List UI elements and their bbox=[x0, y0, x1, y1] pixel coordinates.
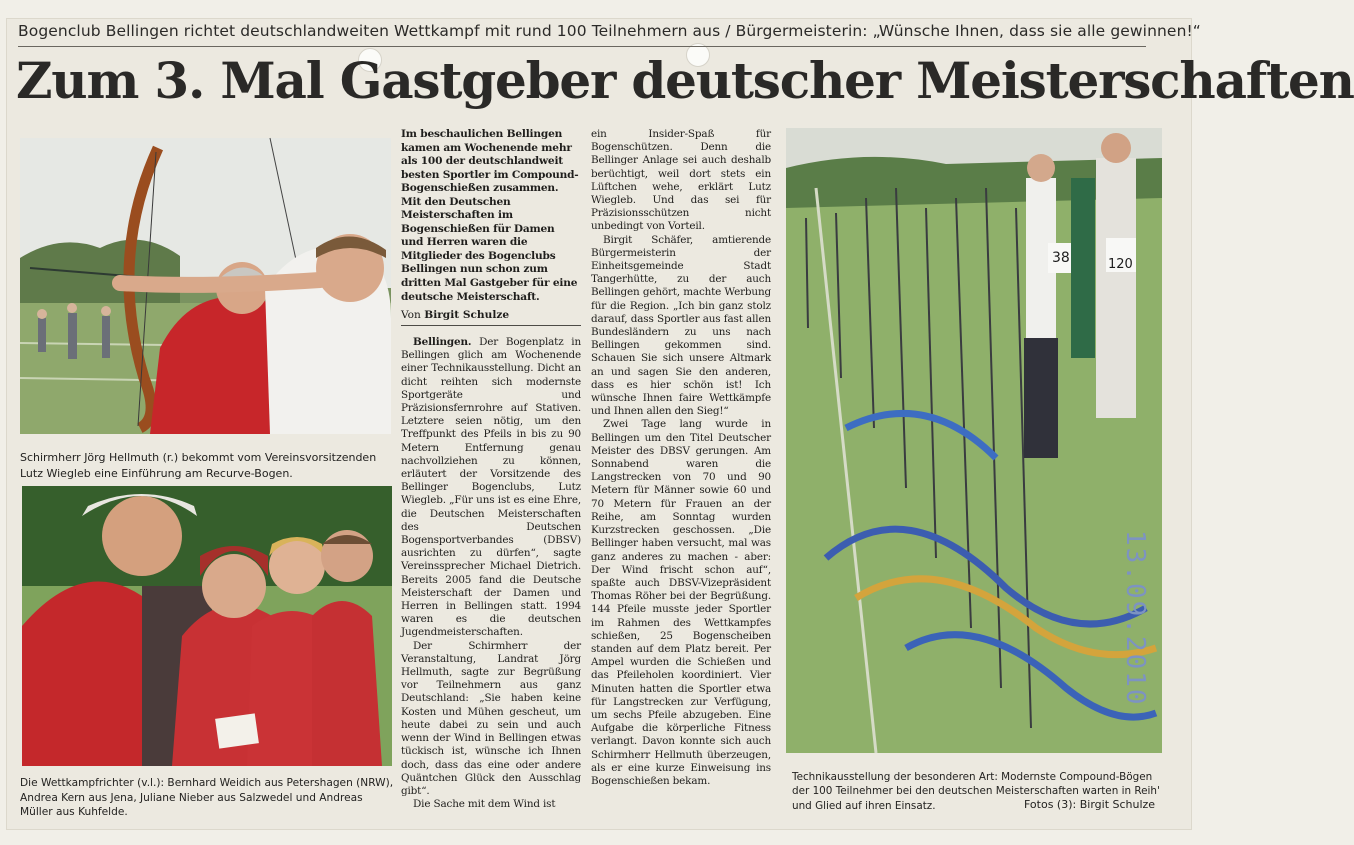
byline-rule bbox=[401, 325, 581, 326]
caption-photo-3: Technikausstellung der besonderen Art: Modernste Compound-Bögen der 100 Teilnehmer bei den deutschen Meisterschaften warten in Reih' und Glied auf ihren Einsatz. bbox=[792, 771, 1160, 812]
handwritten-date-stamp: 13.09.2010 bbox=[1120, 530, 1150, 707]
column-2-paragraph-2: Birgit Schäfer, amtierende Bürgermeisterin der Einheitsgemeinde Stadt Tangerhütte, zu der auch Bellingen gehört, machte Werbung für die Region. „Ich bin ganz stolz darauf, dass Sportler aus fast allen Bundesländern zu uns nach Bellingen gekommen sind. Schauen Sie sich unsere Altmark an und sagen Sie den anderen, dass es hier schön ist! Ich wünsche Ihnen faire Wettkämpfe und Ihnen allen den Sieg!“ bbox=[591, 233, 771, 418]
kicker-rule bbox=[18, 46, 1146, 47]
article-kicker: Bogenclub Bellingen richtet deutschlandweiten Wettkampf mit rund 100 Teilnehmern aus / Bürgermeisterin: „Wünsche Ihnen, dass sie alle gewinnen!“ bbox=[18, 22, 1201, 40]
column-2-body bbox=[591, 128, 771, 788]
column-1-paragraph-3: Die Sache mit dem Wind ist bbox=[413, 798, 556, 811]
article-headline: Zum 3. Mal Gastgeber deutscher Meisterschaften bbox=[16, 51, 1354, 110]
dateline: Bellingen. bbox=[413, 336, 472, 348]
caption-photo-1: Schirmherr Jörg Hellmuth (r.) bekommt vom Vereinsvorsitzenden Lutz Wiegleb eine Einführung am Recurve-Bogen. bbox=[20, 451, 377, 480]
column-2-paragraph-1: ein Insider-Spaß für Bogenschützen. Denn die Bellinger Anlage sei auch deshalb berüchtigt, weil dort stets ein Lüftchen wehe, erklärt Lutz Wiegleb. Und das sei für Präzisionsschützen nicht unbedingt von Vorteil. bbox=[591, 128, 771, 233]
byline-prefix: Von bbox=[401, 309, 425, 321]
photo-credit: Fotos (3): Birgit Schulze bbox=[1024, 798, 1156, 811]
caption-photo-2: Die Wettkampfrichter (v.l.): Bernhard Weidich aus Petershagen (NRW), Andrea Kern aus Jena, Juliane Nieber aus Salzwedel und Andreas Müller aus Kuhfelde. bbox=[20, 777, 394, 819]
bib-number-1: 38 bbox=[1052, 250, 1070, 266]
photo-archery-introduction bbox=[20, 138, 391, 434]
photo-compound-bows bbox=[786, 128, 1162, 753]
column-1-paragraph-1: Der Bogenplatz in Bellingen glich am Wochenende einer Technikausstellung. Dicht an dicht reihten sich modernste Sportgeräte und Präzisionsfernrohre auf Stativen. Letztere seien nötig, um den Treffpunkt des Pfeils in bis zu 90 Metern Entfernung genau nachvollziehen zu können, erläutert der Vorsitzende des Bellinger Bogenclubs, Lutz Wiegleb. „Für uns ist es eine Ehre, die Deutschen Meisterschaften des Deutschen Bogensportverbandes (DBSV) ausrichten zu dürfen“, sagte Vereinssprecher Michael Dietrich. Bereits 2005 fand die Deutsche Meisterschaft der Damen und Herren in Bellingen statt. 1994 waren es die deutschen Jugendmeisterschaften. bbox=[401, 336, 581, 639]
article-lead: Im beschaulichen Bellingen kamen am Wochenende mehr als 100 der deutschlandweit besten Sportler im Compound-Bogenschießen zusammen. Mit den Deutschen Meisterschaften im Bogenschießen für Damen und Herren waren die Mitglieder des Bogenclubs Bellingen nun schon zum dritten Mal Gastgeber für eine deutsche Meisterschaft. bbox=[401, 128, 579, 303]
photo-judges-image bbox=[22, 486, 392, 766]
column-2-paragraph-3: Zwei Tage lang wurde in Bellingen um den Titel Deutscher Meister des DBSV gerungen. Am Sonnabend waren die Langstrecken von 70 und 90 Metern für Männer sowie 60 und 70 Metern für Frauen an der Reihe, am Sonntag wurden Kurzstrecken geschossen. „Die Bellinger haben versucht, mal was ganz anderes zu machen - aber: Der Wind frischt schon auf“, spaßte auch DBSV-Vizepräsident Thomas Röher bei der Begrüßung. 144 Pfeile musste jeder Sportler im Rahmen des Wettkampfes schießen, 25 Bogenscheiben standen auf dem Platz bereit. Per Ampel wurden die Schießen und das Pfeileholen koordiniert. Vier Minuten hatten die Sportler etwa für Langstrecken zur Verfügung, um sechs Pfeile abzugeben. Eine Aufgabe die körperliche Fitness verlangt. Davon konnte sich auch Schirmherr Hellmuth überzeugen, als er eine kurze Einweisung ins Bogenschießen bekam. bbox=[591, 418, 771, 787]
photo-compound-bows-image bbox=[786, 128, 1162, 753]
bib-number-2: 120 bbox=[1108, 257, 1133, 272]
photo-archery-introduction-image bbox=[20, 138, 391, 434]
column-1-paragraph-2: Der Schirmherr der Veranstaltung, Landrat Jörg Hellmuth, sagte zur Begrüßung vor Teilnehmern aus ganz Deutschland: „Sie haben keine Kosten und Mühen gescheut, um heute dabei zu sein und auch wenn der Wind in Bellingen etwas tückisch ist, wünsche ich Ihnen doch, dass das eine oder andere Quäntchen Glück den Ausschlag gibt“. bbox=[401, 639, 581, 797]
column-1-body bbox=[401, 336, 581, 811]
photo-judges bbox=[22, 486, 392, 766]
byline-author: Birgit Schulze bbox=[424, 309, 510, 321]
article-byline bbox=[401, 309, 579, 321]
